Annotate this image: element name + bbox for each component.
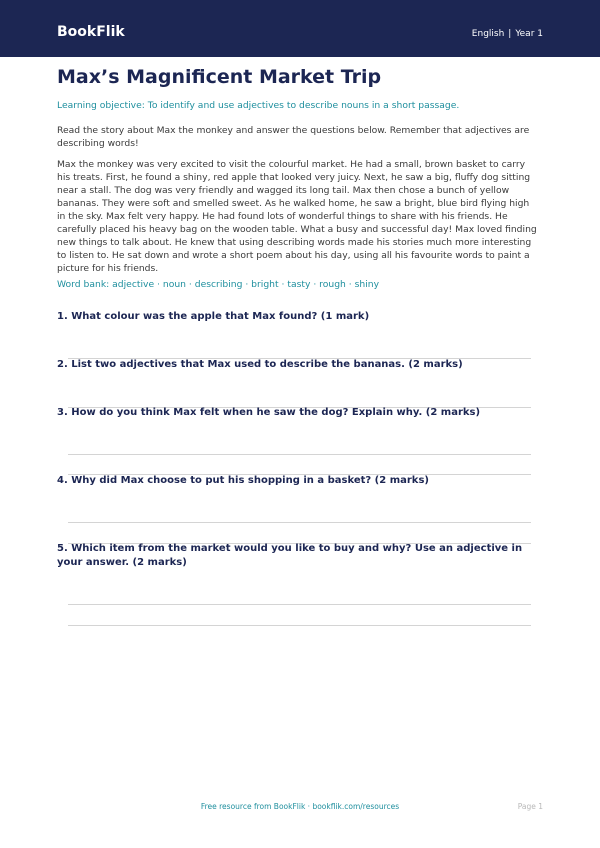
question-4: 4. Why did Max choose to put his shopping in a basket? (2 marks) — [57, 475, 429, 486]
word-bank: Word bank: adjective · noun · describing · bright · tasty · rough · shiny — [57, 279, 380, 290]
story-passage: Max the monkey was very excited to visit the colourful market. He had a small, brown basket to carry his treats. First, he found a shiny, red apple that looked very juicy. Next, he saw a big, fluffy dog sitting near a stall. The dog was very friendly and wagged its long tail. Max then chose a bunch of yellow bananas. They were soft and smelled sweet. As he walked home, he saw a bright, blue bird flying high in the sky. Max felt very happy. He had found lots of wonderful things to share with his friends. He carefully placed his heavy bag on the wooden table. What a busy and successful day! Max loved finding new things to talk about. He knew that using describing words made his stories much more interesting to listen to. He sat down and wrote a short poem about his day, using all his favourite words to paint a picture for his friends. — [57, 159, 537, 274]
page-number: Page 1 — [517, 802, 543, 811]
page-title: Max’s Magnificent Market Trip — [57, 66, 382, 88]
header-bar — [0, 0, 600, 57]
answer-line[interactable] — [68, 625, 531, 626]
subject-label: English — [471, 29, 505, 39]
answer-line[interactable] — [68, 522, 531, 523]
question-1: 1. What colour was the apple that Max found? (1 mark) — [57, 311, 370, 322]
subject-year-label — [472, 27, 543, 41]
question-5: 5. Which item from the market would you like to buy and why? Use an adjective in your answer. (2 marks) — [57, 543, 523, 568]
brand-logo: BookFlik — [57, 24, 125, 40]
answer-line[interactable] — [68, 604, 531, 605]
intro-instructions: Read the story about Max the monkey and answer the questions below. Remember that adjectives are describing words! — [57, 125, 530, 149]
year-label: Year 1 — [515, 29, 543, 39]
answer-line[interactable] — [68, 454, 531, 455]
question-2: 2. List two adjectives that Max used to describe the bananas. (2 marks) — [57, 359, 463, 370]
subject-separator: | — [508, 29, 512, 39]
learning-objective: Learning objective: To identify and use adjectives to describe nouns in a short passage. — [57, 100, 460, 111]
question-3: 3. How do you think Max felt when he saw the dog? Explain why. (2 marks) — [57, 407, 481, 418]
footer-resource-link[interactable]: Free resource from BookFlik · bookflik.com/resources — [200, 802, 400, 811]
